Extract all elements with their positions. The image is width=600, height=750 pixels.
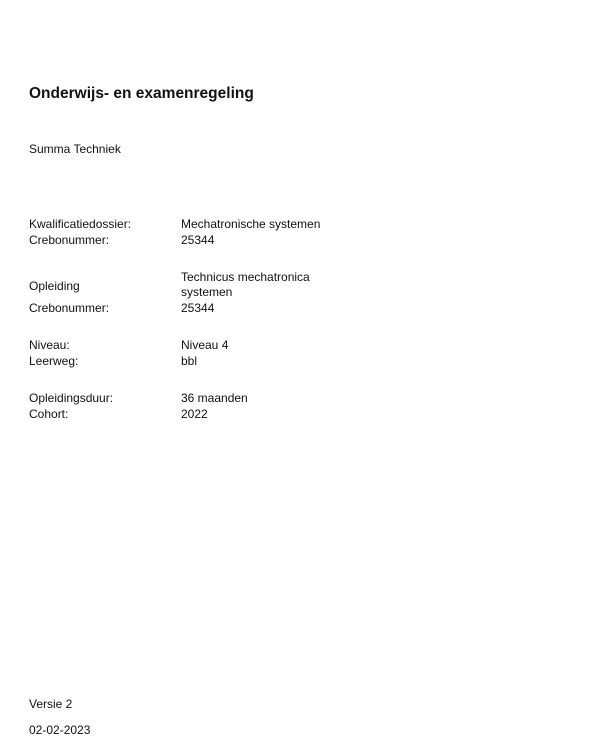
cohort-row xyxy=(29,406,331,422)
qualification-details-table xyxy=(29,216,331,422)
opleidingsduur-label: Opleidingsduur: xyxy=(29,390,114,405)
organisation-name: Summa Techniek xyxy=(29,142,121,156)
niveau-value: Niveau 4 xyxy=(181,337,229,352)
crebonummer-dossier-value: 25344 xyxy=(181,232,215,247)
opleiding-value-line-2: systemen xyxy=(181,284,233,299)
document-date: 02-02-2023 xyxy=(29,723,91,737)
opleidingsduur-row xyxy=(29,390,331,406)
opleidingsduur-value: 36 maanden xyxy=(181,390,248,405)
opleiding-value-line-1: Technicus mechatronica xyxy=(181,269,310,284)
crebonummer-opleiding-value: 25344 xyxy=(181,300,215,315)
cohort-label: Cohort: xyxy=(29,406,69,421)
crebonummer-dossier-row xyxy=(29,232,331,248)
cohort-value: 2022 xyxy=(181,406,208,421)
opleiding-row xyxy=(29,269,331,300)
crebonummer-dossier-label: Crebonummer: xyxy=(29,232,110,247)
crebonummer-opleiding-label: Crebonummer: xyxy=(29,300,110,315)
niveau-row xyxy=(29,337,331,353)
leerweg-row xyxy=(29,353,331,369)
document-version: Versie 2 xyxy=(29,697,73,711)
leerweg-value: bbl xyxy=(181,353,198,368)
kwalificatiedossier-row xyxy=(29,216,331,232)
kwalificatiedossier-value: Mechatronische systemen xyxy=(181,216,321,231)
page-title: Onderwijs- en examenregeling xyxy=(29,85,254,102)
kwalificatiedossier-label: Kwalificatiedossier: xyxy=(29,216,132,231)
opleiding-label: Opleiding xyxy=(29,279,80,293)
leerweg-label: Leerweg: xyxy=(29,353,79,368)
opleiding-value xyxy=(181,269,331,300)
niveau-label: Niveau: xyxy=(29,337,70,352)
crebonummer-opleiding-row xyxy=(29,300,331,316)
